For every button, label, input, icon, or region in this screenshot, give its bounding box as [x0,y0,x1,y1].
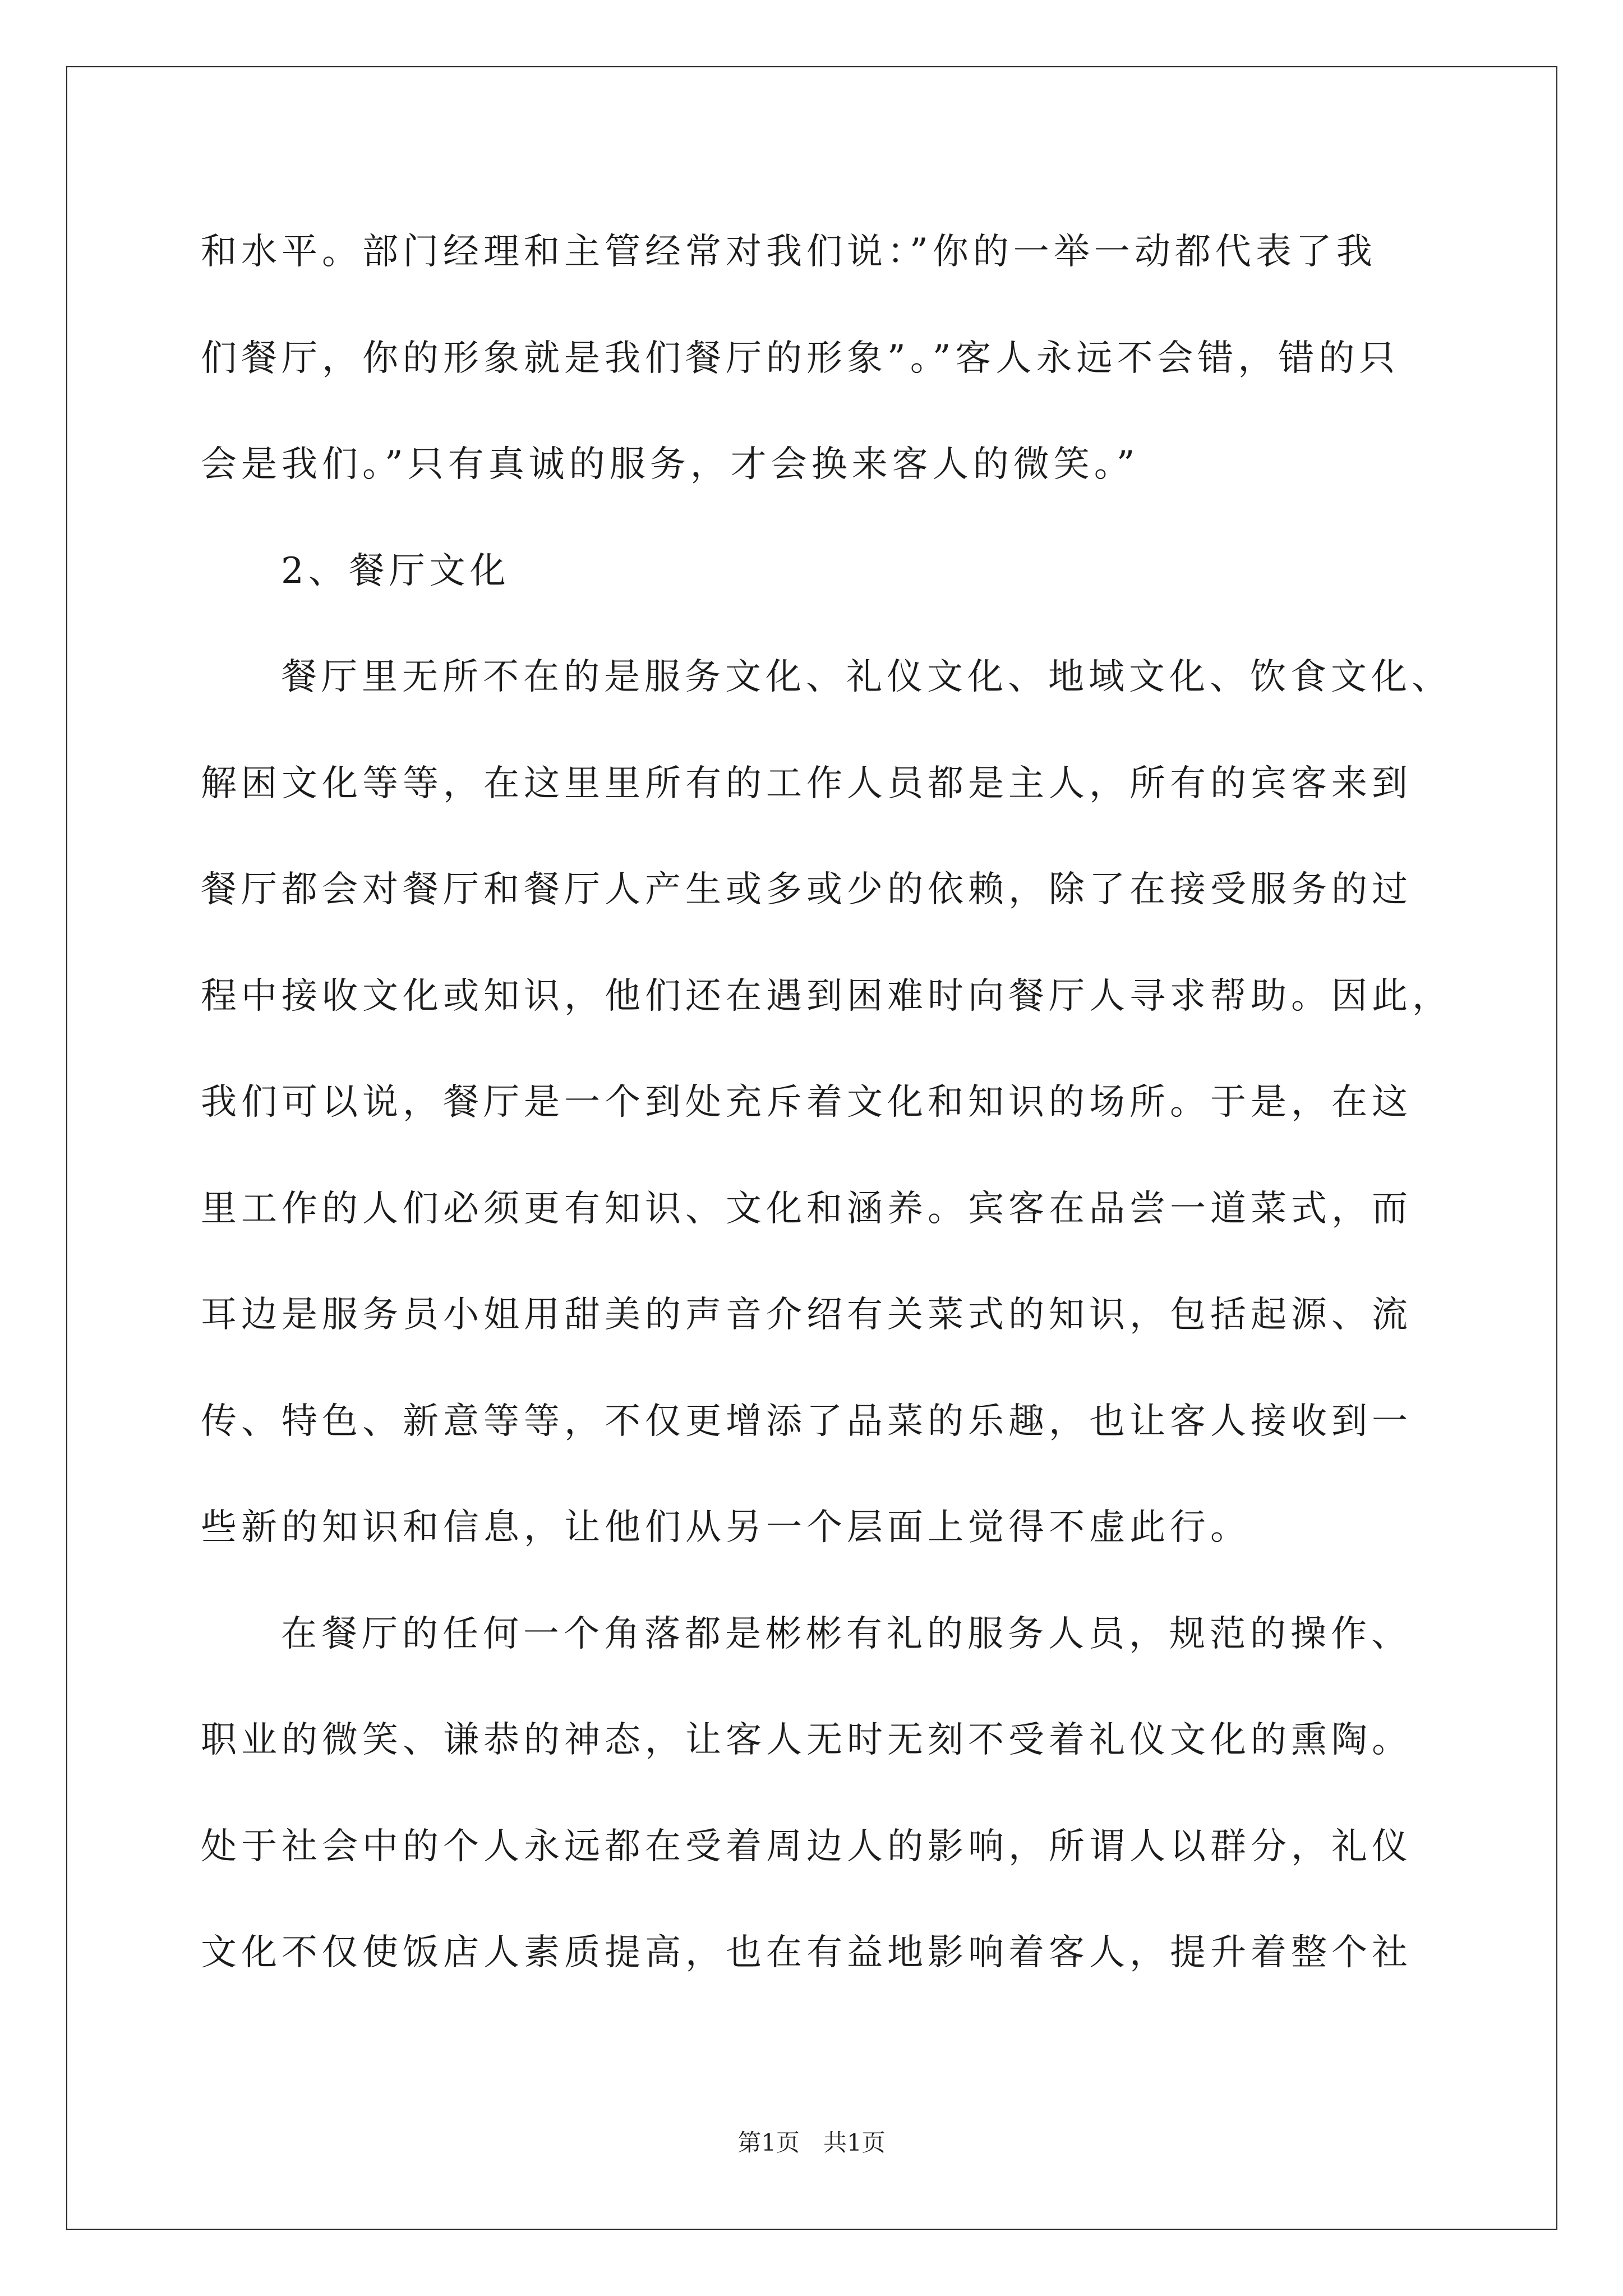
text-line: 些新的知识和信息，让他们从另一个层面上觉得不虚此行。 [201,1507,1251,1548]
section-heading: 2、餐厅文化 [281,550,510,592]
text-line: 程中接收文化或知识，他们还在遇到困难时向餐厅人寻求帮助。因此， [201,975,1453,1017]
text-line: 里工作的人们必须更有知识、文化和涵养。宾客在品尝一道菜式，而 [201,1188,1412,1230]
text-line: 解困文化等等，在这里里所有的工作人员都是主人，所有的宾客来到 [201,762,1412,804]
text-line: 耳边是服务员小姐用甜美的声音介绍有关菜式的知识，包括起源、流 [201,1294,1412,1336]
text-line: 职业的微笑、谦恭的神态，让客人无时无刻不受着礼仪文化的熏陶。 [201,1719,1412,1761]
text-line: 餐厅里无所不在的是服务文化、礼仪文化、地域文化、饮食文化、 [281,656,1452,698]
text-line: 在餐厅的任何一个角落都是彬彬有礼的服务人员，规范的操作、 [281,1613,1412,1655]
page-footer [0,2129,1623,2157]
text-line: 文化不仅使饭店人素质提高，也在有益地影响着客人，提升着整个社 [201,1932,1412,1973]
page-number-current: 第1页 [737,2129,800,2156]
text-line: 传、特色、新意等等，不仅更增添了品菜的乐趣，也让客人接收到一 [201,1400,1412,1442]
page-number-total: 共1页 [823,2129,886,2156]
text-line: 处于社会中的个人永远都在受着周边人的影响，所谓人以群分，礼仪 [201,1825,1412,1867]
document-body [201,199,1491,2007]
text-line: 和水平。部门经理和主管经常对我们说：”你的一举一动都代表了我 [201,231,1377,273]
text-line: 们餐厅，你的形象就是我们餐厅的形象”。”客人永远不会错，错的只 [201,337,1400,379]
text-line: 我们可以说，餐厅是一个到处充斥着文化和知识的场所。于是，在这 [201,1082,1412,1123]
text-line: 会是我们。”只有真诚的服务，才会换来客人的微笑。” [201,444,1140,485]
text-line: 餐厅都会对餐厅和餐厅人产生或多或少的依赖，除了在接受服务的过 [201,869,1412,910]
